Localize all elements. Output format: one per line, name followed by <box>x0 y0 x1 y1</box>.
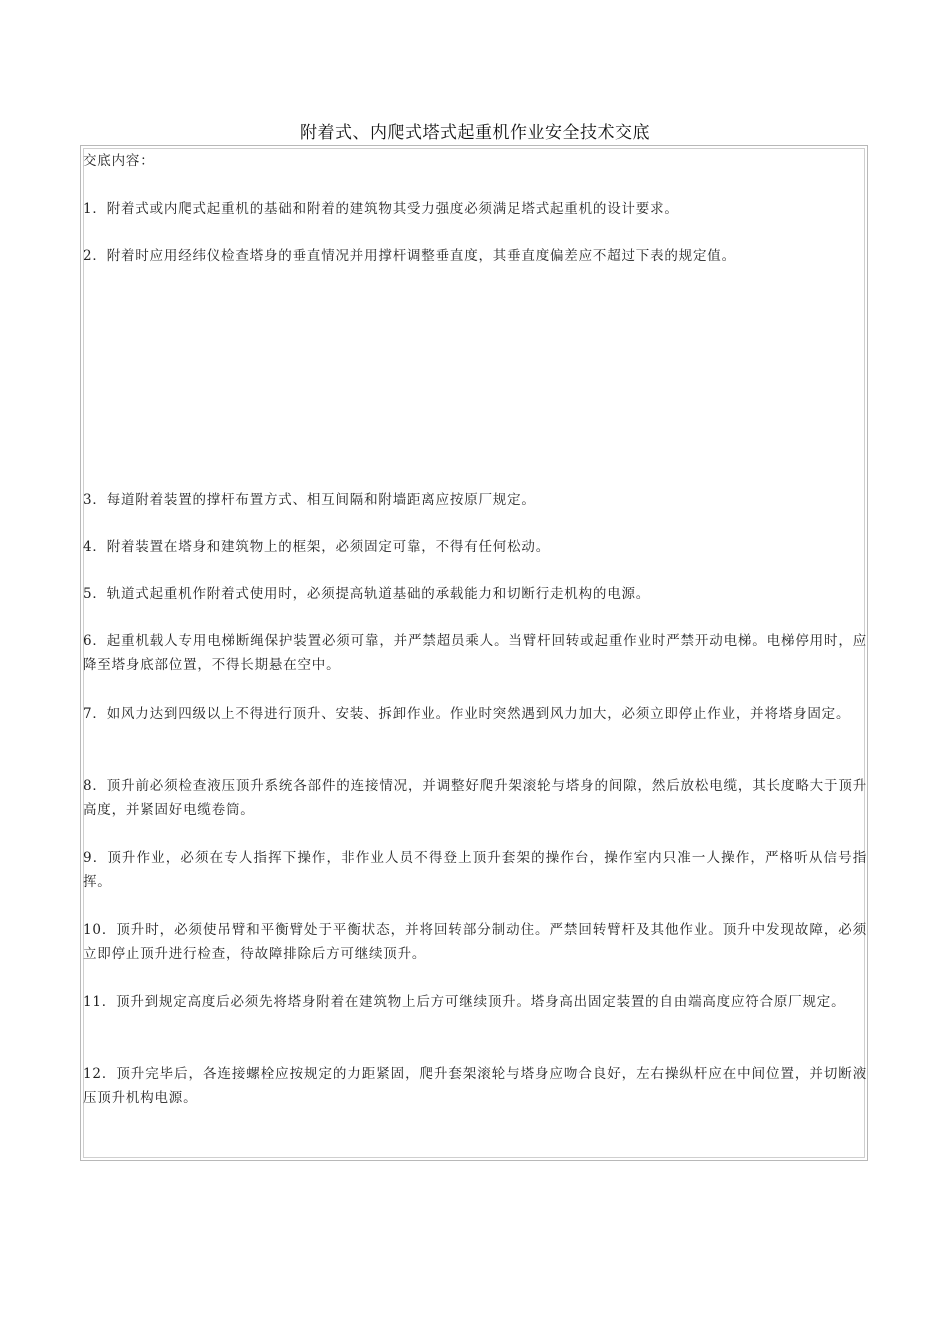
clause-11: 11．顶升到规定高度后必须先将塔身附着在建筑物上后方可继续顶升。塔身高出固定装置的自由端高度应符合原厂规定。 <box>83 994 846 1010</box>
clause-3: 3．每道附着装置的撑杆布置方式、相互间隔和附墙距离应按原厂规定。 <box>83 492 536 508</box>
clause-7: 7．如风力达到四级以上不得进行顶升、安装、拆卸作业。作业时突然遇到风力加大，必须立即停止作业，并将塔身固定。 <box>83 706 851 722</box>
clause-5: 5．轨道式起重机作附着式使用时，必须提高轨道基础的承载能力和切断行走机构的电源。 <box>83 586 651 602</box>
clause-8: 8．顶升前必须检查液压顶升系统各部件的连接情况，并调整好爬升架滚轮与塔身的间隙，然后放松电缆，其长度略大于顶升高度，并紧固好电缆卷筒。 <box>83 778 867 818</box>
section-label: 交底内容： <box>83 153 155 169</box>
clause-9: 9．顶升作业，必须在专人指挥下操作，非作业人员不得登上顶升套架的操作台，操作室内只准一人操作，严格听从信号指挥。 <box>83 850 867 890</box>
clause-4: 4．附着装置在塔身和建筑物上的框架，必须固定可靠，不得有任何松动。 <box>83 539 550 555</box>
clause-6: 6．起重机载人专用电梯断绳保护装置必须可靠，并严禁超员乘人。当臂杆回转或起重作业时严禁开动电梯。电梯停用时，应降至塔身底部位置，不得长期悬在空中。 <box>83 633 867 673</box>
clause-1: 1．附着式或内爬式起重机的基础和附着的建筑物其受力强度必须满足塔式起重机的设计要求。 <box>83 201 679 217</box>
document-title: 附着式、内爬式塔式起重机作业安全技术交底 <box>300 123 650 143</box>
clause-10: 10．顶升时，必须使吊臂和平衡臂处于平衡状态，并将回转部分制动住。严禁回转臂杆及其他作业。顶升中发现故障，必须立即停止顶升进行检查，待故障排除后方可继续顶升。 <box>83 922 867 962</box>
clause-12: 12．顶升完毕后，各连接螺栓应按规定的力距紧固，爬升套架滚轮与塔身应吻合良好，左右操纵杆应在中间位置，并切断液压顶升机构电源。 <box>83 1066 867 1106</box>
clause-2: 2．附着时应用经纬仪检查塔身的垂直情况并用撑杆调整垂直度，其垂直度偏差应不超过下表的规定值。 <box>83 248 736 264</box>
